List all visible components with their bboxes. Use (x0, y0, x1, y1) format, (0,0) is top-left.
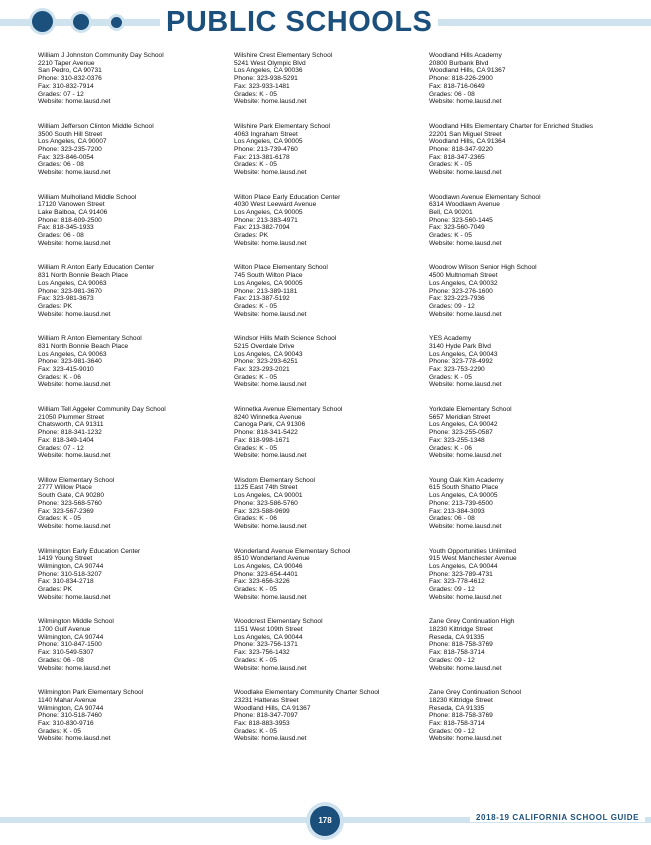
school-city: Wilmington, CA 90744 (38, 562, 104, 570)
school-website[interactable]: Website: home.lausd.net (234, 239, 307, 247)
school-phone: Phone: 323-938-5291 (234, 75, 298, 83)
school-name: Wisdom Elementary School (234, 476, 315, 484)
school-city: Wilmington, CA 90744 (38, 704, 104, 712)
school-entry (429, 52, 619, 123)
school-phone: Phone: 323-560-1445 (429, 216, 493, 224)
school-phone: Phone: 310-518-7460 (38, 712, 102, 720)
school-address: 1125 East 74th Street (234, 484, 298, 492)
school-website[interactable]: Website: home.lausd.net (38, 98, 111, 106)
school-city: Chatsworth, CA 91311 (38, 421, 104, 429)
school-fax: Fax: 310-830-9716 (38, 719, 94, 727)
school-fax: Fax: 818-883-3953 (234, 719, 290, 727)
school-address: 8510 Wonderland Avenue (234, 555, 310, 563)
school-city: Woodland Hills, CA 91367 (429, 67, 506, 75)
school-address: 21050 Plummer Street (38, 413, 104, 421)
school-address: 915 West Manchester Avenue (429, 555, 517, 563)
school-fax: Fax: 818-345-1933 (38, 224, 94, 232)
school-entry (38, 194, 228, 265)
school-entry (234, 548, 424, 619)
school-website[interactable]: Website: home.lausd.net (429, 169, 502, 177)
school-address: 6314 Woodlawn Avenue (429, 201, 500, 209)
school-fax: Fax: 323-778-4612 (429, 578, 485, 586)
school-address: 2777 Willow Place (38, 484, 92, 492)
school-entry (234, 618, 424, 689)
school-fax: Fax: 213-387-5192 (234, 295, 290, 303)
school-column-2 (234, 52, 424, 760)
school-grades: Grades: 09 - 12 (429, 302, 475, 310)
school-website[interactable]: Website: home.lausd.net (38, 593, 111, 601)
school-fax: Fax: 323-933-1481 (234, 82, 290, 90)
school-address: 18230 Kittridge Street (429, 696, 493, 704)
school-city: Los Angeles, CA 90005 (234, 138, 303, 146)
school-city: Lake Balboa, CA 91406 (38, 209, 108, 216)
school-grades: Grades: K - 06 (429, 444, 472, 452)
school-grades: Grades: K - 05 (38, 515, 81, 523)
school-address: 17120 Vanowen Street (38, 201, 105, 209)
school-address: 23231 Hatteras Street (234, 696, 299, 704)
school-phone: Phone: 323-255-0587 (429, 429, 493, 437)
school-phone: Phone: 213-739-4760 (234, 145, 298, 153)
school-address: 8240 Winnetka Avenue (234, 413, 302, 421)
school-fax: Fax: 818-716-0649 (429, 82, 485, 90)
school-entry (38, 477, 228, 548)
school-column-1 (38, 52, 228, 760)
school-grades: Grades: 06 - 08 (38, 161, 84, 169)
school-address: 831 North Bonnie Beach Place (38, 342, 129, 350)
school-fax: Fax: 323-753-2290 (429, 366, 485, 373)
school-grades: Grades: 06 - 08 (38, 656, 84, 664)
school-phone: Phone: 323-981-3640 (38, 358, 102, 366)
school-city: Los Angeles, CA 90043 (429, 350, 498, 358)
school-name: Wilshire Crest Elementary School (234, 52, 333, 59)
school-website[interactable]: Website: home.lausd.net (429, 381, 502, 389)
school-website[interactable]: Website: home.lausd.net (38, 523, 111, 530)
school-grades: Grades: K - 05 (429, 232, 472, 240)
school-entry (38, 264, 228, 335)
school-name: William R Anton Elementary School (38, 335, 142, 343)
school-phone: Phone: 310-847-1500 (38, 641, 102, 649)
school-address: 615 South Shatto Place (429, 484, 499, 492)
school-city: Woodland Hills, CA 91367 (234, 704, 311, 712)
school-grades: Grades: K - 05 (234, 727, 277, 735)
school-website[interactable]: Website: home.lausd.net (429, 98, 502, 106)
school-website[interactable]: Website: home.lausd.net (234, 664, 307, 672)
school-address: 5241 West Olympic Blvd (234, 59, 306, 67)
school-address: 831 North Bonnie Beach Place (38, 272, 129, 280)
header-dot-medium (73, 14, 89, 30)
school-phone: Phone: 323-235-7200 (38, 145, 102, 153)
school-entry (234, 194, 424, 265)
school-phone: Phone: 310-832-0376 (38, 75, 102, 83)
school-name: William J Johnston Community Day School (38, 52, 164, 59)
school-name: Youth Opportunities Unlimited (429, 547, 516, 555)
school-address: 5657 Meridian Street (429, 413, 491, 421)
school-city: Woodland Hills, CA 91364 (429, 138, 506, 146)
school-grades: Grades: K - 05 (234, 373, 277, 381)
school-grades: Grades: K - 05 (38, 727, 81, 735)
guide-title: 2018-19 CALIFORNIA SCHOOL GUIDE (470, 813, 645, 822)
school-grades: Grades: 09 - 12 (429, 656, 475, 664)
school-website[interactable]: Website: home.lausd.net (38, 169, 111, 177)
school-phone: Phone: 323-293-6251 (234, 358, 298, 366)
school-phone: Phone: 818-341-5422 (234, 429, 298, 437)
school-city: Los Angeles, CA 90036 (234, 67, 303, 75)
school-address: 4030 West Leeward Avenue (234, 201, 317, 209)
school-entry (234, 406, 424, 477)
school-phone: Phone: 818-226-2900 (429, 75, 493, 83)
school-grades: Grades: K - 05 (429, 373, 472, 381)
school-phone: Phone: 818-341-1232 (38, 429, 102, 437)
school-website[interactable]: Website: home.lausd.net (38, 381, 111, 389)
school-name: Wilton Place Early Education Center (234, 193, 341, 201)
school-name: Wilmington Middle School (38, 618, 114, 626)
school-address: 745 South Wilton Place (234, 272, 303, 280)
school-name: Woodland Hills Academy (429, 52, 502, 59)
school-city: South Gate, CA 90280 (38, 492, 104, 500)
school-phone: Phone: 323-654-4401 (234, 570, 298, 578)
school-grades: Grades: 07 - 12 (38, 90, 84, 98)
school-entry (38, 406, 228, 477)
school-grades: Grades: K - 06 (234, 515, 277, 523)
school-grades: Grades: 06 - 08 (429, 515, 475, 523)
school-phone: Phone: 213-389-1181 (234, 287, 298, 295)
school-fax: Fax: 310-832-7914 (38, 82, 94, 90)
school-grades: Grades: K - 05 (234, 586, 277, 594)
school-phone: Phone: 310-518-3207 (38, 570, 102, 578)
school-entry (429, 618, 619, 689)
school-website[interactable]: Website: home.lausd.net (234, 310, 307, 318)
school-entry (234, 123, 424, 194)
school-column-3 (429, 52, 619, 760)
school-city: Reseda, CA 91335 (429, 633, 485, 641)
school-city: Reseda, CA 91335 (429, 704, 485, 712)
school-name: Woodrow Wilson Senior High School (429, 264, 537, 272)
school-name: Wilshire Park Elementary School (234, 122, 331, 130)
school-entry (429, 123, 619, 194)
header-dot-large (32, 11, 53, 32)
school-name: William Jefferson Clinton Middle School (38, 122, 154, 130)
school-phone: Phone: 818-758-3769 (429, 641, 493, 649)
school-website[interactable]: Website: home.lausd.net (234, 593, 307, 601)
school-entry (429, 335, 619, 406)
school-phone: Phone: 213-739-6500 (429, 499, 493, 507)
school-grades: Grades: PK (38, 302, 73, 310)
school-fax: Fax: 323-846-0054 (38, 153, 94, 161)
school-website[interactable]: Website: home.lausd.net (429, 239, 502, 247)
school-city: Wilmington, CA 90744 (38, 633, 104, 641)
school-fax: Fax: 310-549-5307 (38, 649, 94, 657)
school-fax: Fax: 818-758-3714 (429, 649, 485, 657)
school-phone: Phone: 818-609-2500 (38, 216, 102, 224)
school-address: 1700 Gulf Avenue (38, 626, 91, 634)
school-address: 22201 San Miguel Street (429, 130, 502, 138)
school-fax: Fax: 323-756-1432 (234, 649, 290, 657)
school-entry (234, 52, 424, 123)
school-grades: Grades: K - 05 (234, 90, 277, 98)
school-phone: Phone: 818-347-7097 (234, 712, 298, 720)
school-grades: Grades: K - 05 (234, 161, 277, 169)
school-name: Woodcrest Elementary School (234, 618, 323, 626)
school-phone: Phone: 323-778-4992 (429, 358, 493, 366)
school-entry (38, 548, 228, 619)
school-website[interactable]: Website: home.lausd.net (234, 735, 307, 743)
school-phone: Phone: 323-789-4731 (429, 570, 493, 578)
school-fax: Fax: 323-981-3673 (38, 295, 94, 303)
school-entry (429, 548, 619, 619)
school-entry (234, 689, 424, 760)
school-name: William Tell Aggeler Community Day School (38, 405, 166, 413)
school-city: Los Angeles, CA 90046 (234, 562, 303, 570)
header-dot-small (111, 17, 122, 28)
school-name: Winnetka Avenue Elementary School (234, 405, 343, 413)
school-city: Bell, CA 90201 (429, 209, 473, 216)
school-city: Los Angeles, CA 90001 (234, 492, 303, 500)
school-phone: Phone: 323-586-5760 (234, 499, 298, 507)
school-phone: Phone: 323-981-3670 (38, 287, 102, 295)
school-website[interactable]: Website: home.lausd.net (38, 310, 111, 318)
school-name: Wilton Place Elementary School (234, 264, 328, 272)
school-name: Young Oak Kim Academy (429, 476, 504, 484)
school-name: Wonderland Avenue Elementary School (234, 547, 351, 555)
school-name: Yorkdale Elementary School (429, 405, 512, 413)
school-website[interactable]: Website: home.lausd.net (234, 98, 307, 106)
school-entry (234, 335, 424, 406)
school-name: Willow Elementary School (38, 476, 115, 484)
school-fax: Fax: 323-567-2369 (38, 507, 94, 515)
school-city: Los Angeles, CA 90005 (234, 279, 303, 287)
school-phone: Phone: 213-383-4971 (234, 216, 298, 224)
school-name: Wilmington Early Education Center (38, 547, 141, 555)
school-address: 4500 Multnomah Street (429, 272, 498, 280)
school-fax: Fax: 213-384-3093 (429, 507, 485, 515)
school-name: Woodlawn Avenue Elementary School (429, 193, 541, 201)
school-fax: Fax: 323-293-2021 (234, 366, 290, 373)
school-address: 1140 Mahar Avenue (38, 696, 97, 704)
school-entry (429, 689, 619, 760)
school-name: Woodlake Elementary Community Charter School (234, 689, 380, 697)
school-fax: Fax: 818-349-1404 (38, 436, 94, 444)
school-entry (234, 477, 424, 548)
school-fax: Fax: 323-560-7049 (429, 224, 485, 232)
school-grades: Grades: K - 05 (234, 656, 277, 664)
school-name: Zane Grey Continuation High (429, 618, 515, 626)
school-grades: Grades: 06 - 08 (429, 90, 475, 98)
school-address: 4063 Ingraham Street (234, 130, 298, 138)
school-name: Woodland Hills Elementary Charter for Enriched Studies (429, 122, 594, 130)
school-grades: Grades: K - 05 (234, 302, 277, 310)
school-grades: Grades: 09 - 12 (429, 586, 475, 594)
school-name: YES Academy (429, 335, 472, 343)
school-phone: Phone: 818-758-3769 (429, 712, 493, 720)
school-phone: Phone: 323-276-1600 (429, 287, 493, 295)
school-fax: Fax: 323-588-9699 (234, 507, 290, 515)
school-grades: Grades: PK (234, 232, 269, 240)
school-entry (234, 264, 424, 335)
school-entry (38, 335, 228, 406)
school-entry (429, 194, 619, 265)
school-entry (38, 689, 228, 760)
school-name: Wilmington Park Elementary School (38, 689, 144, 697)
school-address: 1151 West 109th Street (234, 626, 303, 634)
school-city: Los Angeles, CA 90032 (429, 279, 498, 287)
school-name: William R Anton Early Education Center (38, 264, 155, 272)
school-fax: Fax: 310-834-2718 (38, 578, 94, 586)
school-phone: Phone: 323-756-1371 (234, 641, 298, 649)
school-website[interactable]: Website: home.lausd.net (429, 523, 502, 530)
school-city: Los Angeles, CA 90044 (429, 562, 498, 570)
school-grades: Grades: 07 - 12 (38, 444, 84, 452)
school-website[interactable]: Website: home.lausd.net (429, 593, 502, 601)
school-grades: Grades: PK (38, 586, 73, 594)
school-city: San Pedro, CA 90731 (38, 67, 102, 75)
school-address: 3500 South Hill Street (38, 130, 103, 138)
school-website[interactable]: Website: home.lausd.net (234, 169, 307, 177)
school-website[interactable]: Website: home.lausd.net (234, 381, 307, 389)
school-city: Los Angeles, CA 90044 (234, 633, 303, 641)
school-grades: Grades: 09 - 12 (429, 727, 475, 735)
school-fax: Fax: 323-223-7936 (429, 295, 485, 303)
school-city: Los Angeles, CA 90005 (234, 209, 303, 216)
school-entry (429, 406, 619, 477)
school-website[interactable]: Website: home.lausd.net (429, 452, 502, 460)
school-phone: Phone: 323-568-5760 (38, 499, 102, 507)
page-title: PUBLIC SCHOOLS (160, 6, 438, 39)
school-address: 20800 Burbank Blvd (429, 59, 489, 67)
school-address: 18230 Kittridge Street (429, 626, 493, 634)
school-name: William Mulholland Middle School (38, 193, 137, 201)
school-address: 5215 Overdale Drive (234, 342, 295, 350)
school-website[interactable]: Website: home.lausd.net (234, 452, 307, 460)
school-name: Zane Grey Continuation School (429, 689, 522, 697)
school-city: Los Angeles, CA 90063 (38, 279, 107, 287)
school-entry (38, 123, 228, 194)
school-website[interactable]: Website: home.lausd.net (38, 664, 111, 672)
school-address: 3140 Hyde Park Blvd (429, 342, 491, 350)
school-entry (429, 477, 619, 548)
school-fax: Fax: 818-998-1671 (234, 436, 290, 444)
school-grades: Grades: K - 05 (234, 444, 277, 452)
school-grades: Grades: K - 06 (38, 373, 81, 381)
school-entry (429, 264, 619, 335)
school-fax: Fax: 213-382-7094 (234, 224, 290, 232)
school-entry (38, 52, 228, 123)
school-fax: Fax: 323-656-3226 (234, 578, 290, 586)
school-fax: Fax: 818-347-2365 (429, 153, 485, 161)
school-city: Los Angeles, CA 90063 (38, 350, 107, 358)
school-city: Los Angeles, CA 90042 (429, 421, 498, 429)
school-grades: Grades: 06 - 08 (38, 232, 84, 240)
school-city: Los Angeles, CA 90005 (429, 492, 498, 500)
school-entry (38, 618, 228, 689)
school-city: Los Angeles, CA 90007 (38, 138, 107, 146)
school-address: 2210 Taper Avenue (38, 59, 95, 67)
school-address: 1419 Young Street (38, 555, 93, 563)
school-phone: Phone: 818-347-9220 (429, 145, 493, 153)
school-fax: Fax: 323-415-9010 (38, 366, 94, 373)
school-website[interactable]: Website: home.lausd.net (429, 310, 502, 318)
school-fax: Fax: 818-758-3714 (429, 719, 485, 727)
school-city: Canoga Park, CA 91306 (234, 421, 306, 429)
school-website[interactable]: Website: home.lausd.net (429, 664, 502, 672)
school-grades: Grades: K - 05 (429, 161, 472, 169)
page-number: 178 (310, 806, 340, 836)
school-fax: Fax: 213-381-6178 (234, 153, 290, 161)
school-website[interactable]: Website: home.lausd.net (38, 239, 111, 247)
school-website[interactable]: Website: home.lausd.net (38, 452, 111, 460)
school-website[interactable]: Website: home.lausd.net (429, 735, 502, 743)
school-city: Los Angeles, CA 90043 (234, 350, 303, 358)
school-website[interactable]: Website: home.lausd.net (38, 735, 111, 743)
school-website[interactable]: Website: home.lausd.net (234, 523, 307, 530)
school-name: Windsor Hills Math Science School (234, 335, 337, 343)
school-fax: Fax: 323-255-1348 (429, 436, 485, 444)
